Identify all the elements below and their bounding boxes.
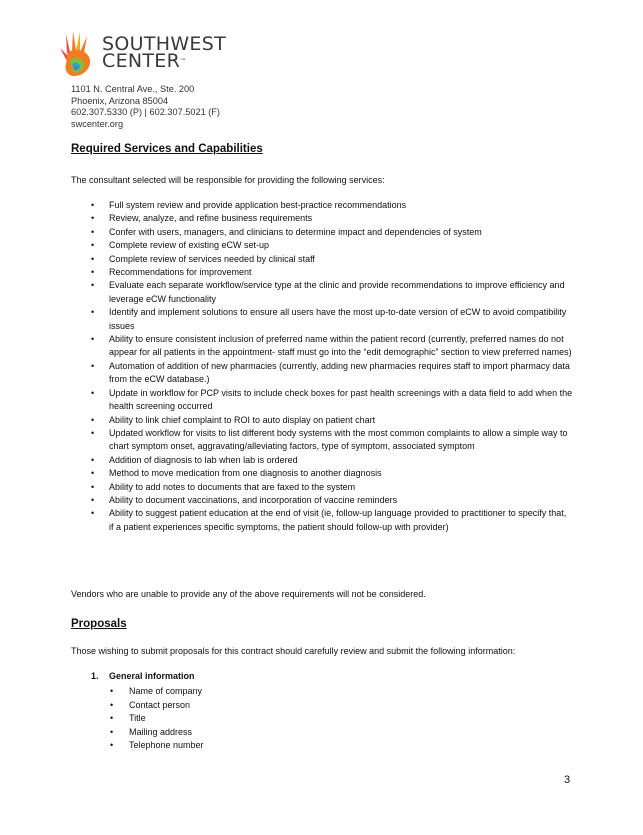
section2-intro: Those wishing to submit proposals for this contract should carefully review and submit the following information:: [71, 646, 516, 656]
list-item: • Ability to ensure consistent inclusion of preferred name within the patient record (currently, preferred names do not appear for all patients in the appointment- staff must go into the “edit demographic” section to view preferred names): [91, 334, 572, 358]
phone-fax: 602.307.5330 (P) | 602.307.5021 (F): [71, 107, 220, 118]
section-heading-proposals: Proposals: [71, 618, 127, 630]
list-item: • Ability to document vaccinations, and incorporation of vaccine reminders: [91, 494, 398, 505]
list-item: • Ability to link chief complaint to ROI to auto display on patient chart: [91, 414, 376, 425]
list-item: • Mailing address: [110, 726, 193, 737]
list-item: • Recommendations for improvement: [91, 267, 252, 278]
general-info-list: [0, 685, 643, 753]
list-item: • Identify and implement solutions to ensure all users have the most up-to-date version of eCW to avoid compatibility issues: [91, 307, 567, 331]
list-item: • Contact person: [110, 699, 191, 710]
hand-logo-icon: [56, 30, 102, 82]
list-item: • Review, analyze, and refine business requirements: [91, 213, 313, 224]
numbered-item-general-information: [91, 671, 195, 681]
list-item: • Method to move medication from one diagnosis to another diagnosis: [91, 468, 382, 479]
list-item: • Title: [110, 713, 146, 723]
item-title: General information: [109, 671, 195, 681]
list-item: • Addition of diagnosis to lab when lab is ordered: [91, 454, 298, 465]
southwest-center-logo: [56, 30, 256, 82]
address-city: Phoenix, Arizona 85004: [71, 95, 169, 106]
website: swcenter.org: [71, 118, 124, 129]
item-number: 1.: [91, 671, 99, 681]
page-number: 3: [564, 774, 571, 786]
list-item: • Telephone number: [110, 740, 204, 750]
org-name-line1: SOUTHWEST: [102, 33, 226, 55]
list-item: • Complete review of services needed by clinical staff: [91, 253, 315, 264]
list-item: • Name of company: [110, 686, 203, 696]
section1-closing: Vendors who are unable to provide any of the above requirements will not be considered.: [71, 589, 426, 599]
services-list: [0, 199, 643, 534]
address-street: 1101 N. Central Ave., Ste. 200: [71, 84, 195, 94]
list-item: • Full system review and provide application best-practice recommendations: [91, 200, 407, 210]
list-item: • Complete review of existing eCW set-up: [91, 240, 270, 251]
section-heading-required-services: Required Services and Capabilities: [71, 143, 263, 155]
list-item: • Automation of addition of new pharmacies (currently, adding new pharmacies requires staff to import pharmacy data from the eCW database.): [91, 360, 570, 385]
trademark-mark: ™: [180, 58, 187, 65]
address-block: [71, 84, 220, 130]
list-item: • Update in workflow for PCP visits to include check boxes for past health screenings with a data field to add when the health screening occurred: [91, 387, 573, 412]
list-item: • Updated workflow for visits to list different body systems with the most common complaints to allow a simple way to chart symptom onset, aggravating/alleviating factors, type of symptom, associated symptom: [91, 427, 568, 452]
org-name-line2: CENTER: [102, 50, 181, 72]
list-item: • Ability to suggest patient education at the end of visit (ie, follow-up language provided to practitioner to specify that, if a patient experiences specific symptoms, the patient should follow-up with provider): [91, 508, 567, 532]
section1-intro: The consultant selected will be responsible for providing the following services:: [71, 175, 385, 185]
list-item: • Evaluate each separate workflow/service type at the clinic and provide recommendations to improve efficiency and leverage eCW functionality: [91, 280, 565, 304]
list-item: • Ability to add notes to documents that are faxed to the system: [91, 481, 356, 492]
list-item: • Confer with users, managers, and clinicians to determine impact and dependencies of system: [91, 226, 482, 237]
